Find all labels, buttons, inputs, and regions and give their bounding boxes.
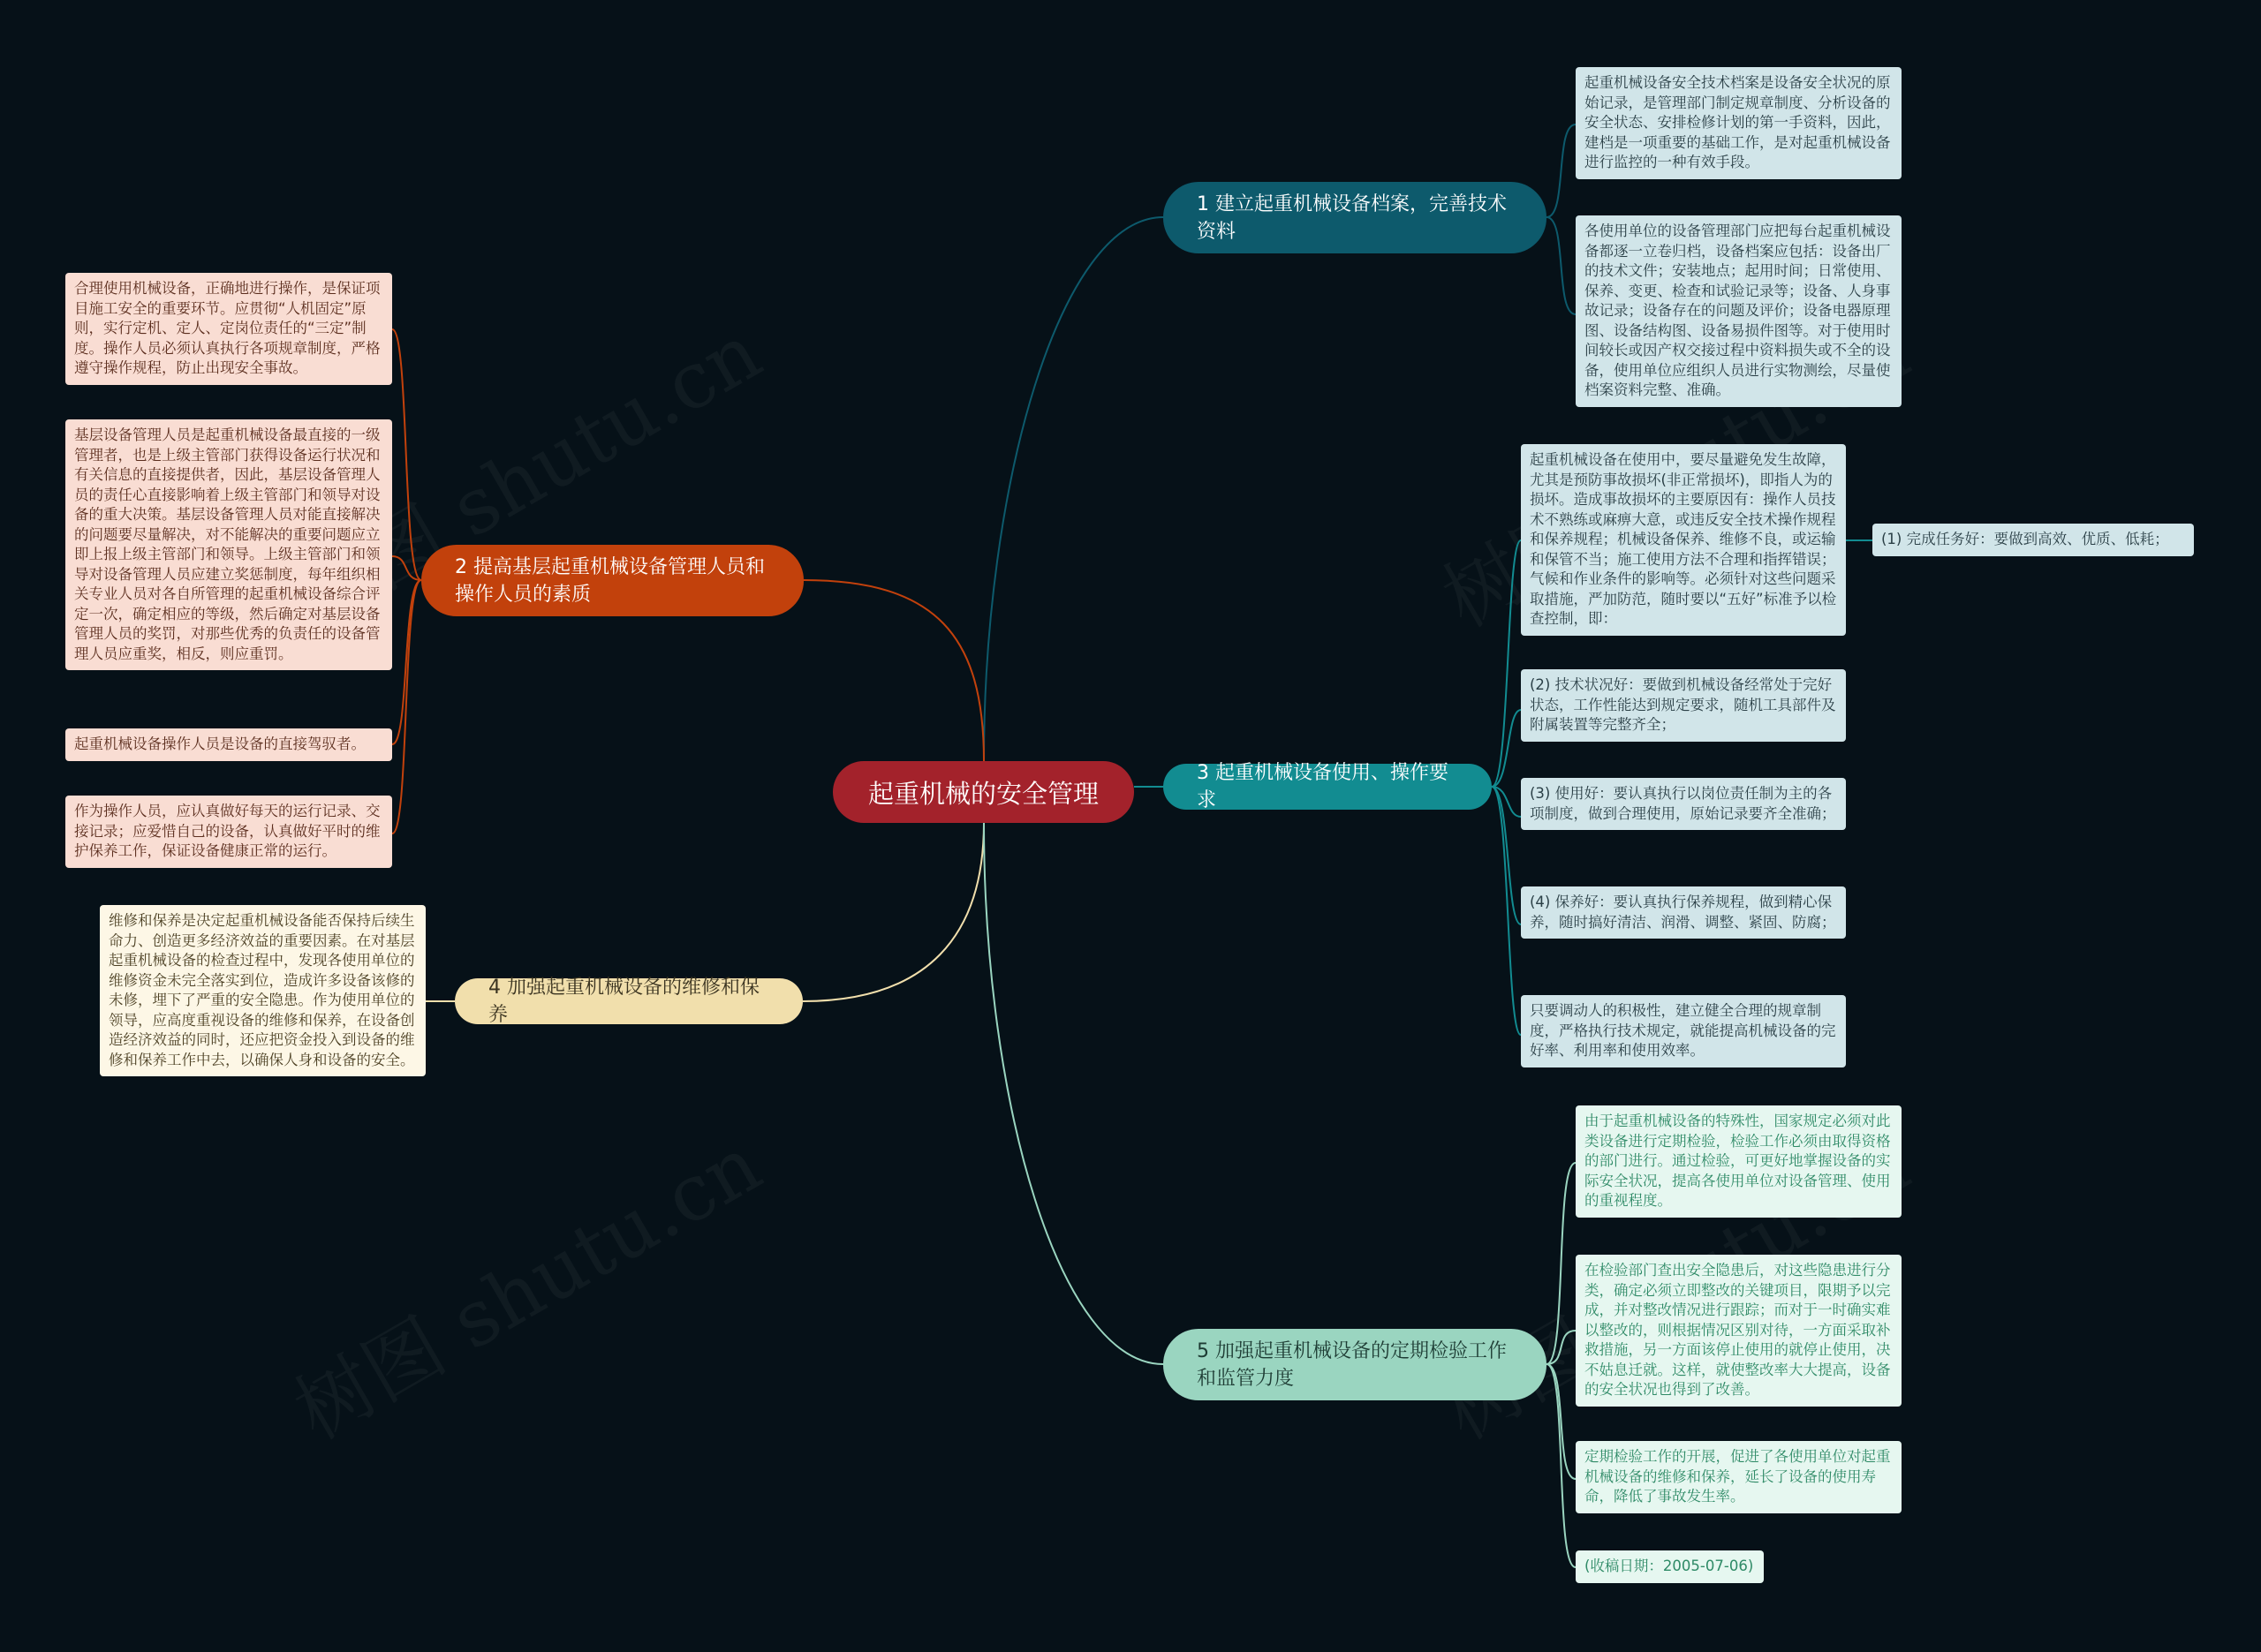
branch-node-4[interactable] bbox=[455, 978, 803, 1024]
branch-label: 4 加强起重机械设备的维修和保养 bbox=[488, 977, 760, 1026]
leaf-node[interactable]: 起重机械设备在使用中，要尽量避免发生故障，尤其是预防事故损坏(非正常损坏)，即指人为的损坏。造成事故损坏的主要原因有：操作人员技术不熟练或麻痹大意，或违反安全技术操作规程和保养规程；机械设备保养、维修不良，或运输和保管不当；施工使用方法不合理和指挥错误；气候和作业条件的影响等。必须针对这些问题采取措施，严加防范，随时要以“五好”标准予以检查控制，即： bbox=[1521, 444, 1846, 636]
link-b3-leaf bbox=[1492, 787, 1521, 924]
branch-node-2[interactable] bbox=[421, 545, 804, 616]
link-b1-leaf bbox=[1546, 217, 1576, 314]
leaf-node[interactable]: (2) 技术状况好：要做到机械设备经常处于完好状态，工作性能达到规定要求，随机工具部件及附属装置等完整齐全； bbox=[1521, 669, 1846, 742]
link-b3-leaf bbox=[1492, 540, 1521, 787]
link-center-b4 bbox=[803, 823, 984, 1001]
link-b5-leaf bbox=[1546, 1364, 1576, 1567]
link-b5-leaf bbox=[1546, 1163, 1576, 1364]
leaf-node[interactable]: 只要调动人的积极性，建立健全合理的规章制度，严格执行技术规定，就能提高机械设备的完好率、利用率和使用效率。 bbox=[1521, 995, 1846, 1067]
leaf-node[interactable]: (收稿日期：2005-07-06) bbox=[1576, 1550, 1764, 1583]
link-center-b5 bbox=[984, 823, 1163, 1364]
branch-node-1[interactable] bbox=[1163, 182, 1546, 253]
link-b3-leaf bbox=[1492, 710, 1521, 787]
link-b1-leaf bbox=[1546, 124, 1576, 217]
leaf-node[interactable]: 各使用单位的设备管理部门应把每台起重机械设备都逐一立卷归档，设备档案应包括：设备出厂的技术文件；安装地点；起用时间；日常使用、保养、变更、检查和试验记录等；设备、人身事故记录；设备存在的问题及评价；设备电器原理图、设备结构图、设备易损件图等。对于使用时间较长或因产权交接过程中资料损失或不全的设备，使用单位应组织人员进行实物测绘，尽量使档案资料完整、准确。 bbox=[1576, 215, 1902, 407]
branch-label: 1 建立起重机械设备档案，完善技术资料 bbox=[1197, 192, 1507, 243]
branch-label: 3 起重机械设备使用、操作要求 bbox=[1197, 762, 1448, 811]
leaf-node[interactable]: 作为操作人员，应认真做好每天的运行记录、交接记录；应爱惜自己的设备，认真做好平时的维护保养工作，保证设备健康正常的运行。 bbox=[65, 796, 392, 868]
leaf-node[interactable]: 维修和保养是决定起重机械设备能否保持后续生命力、创造更多经济效益的重要因素。在对基层起重机械设备的检查过程中，发现各使用单位的维修资金未完全落实到位，造成许多设备该修的未修，埋下了严重的安全隐患。作为使用单位的领导，应高度重视设备的维修和保养，在设备创造经济效益的同时，还应把资金投入到设备的维修和保养工作中去，以确保人身和设备的安全。 bbox=[100, 905, 426, 1076]
leaf-node[interactable]: 定期检验工作的开展，促进了各使用单位对起重机械设备的维修和保养，延长了设备的使用寿命，降低了事故发生率。 bbox=[1576, 1441, 1902, 1513]
central-topic[interactable]: 起重机械的安全管理 bbox=[833, 761, 1134, 823]
branch-label: 5 加强起重机械设备的定期检验工作和监管力度 bbox=[1197, 1339, 1507, 1390]
leaf-node[interactable]: (4) 保养好：要认真执行保养规程，做到精心保养，随时搞好清洁、润滑、调整、紧固、防腐； bbox=[1521, 886, 1846, 939]
leaf-node[interactable]: 由于起重机械设备的特殊性，国家规定必须对此类设备进行定期检验，检验工作必须由取得资格的部门进行。通过检验，可更好地掌握设备的实际安全状况，提高各使用单位对设备管理、使用的重视程度。 bbox=[1576, 1105, 1902, 1218]
branch-label: 2 提高基层起重机械设备管理人员和操作人员的素质 bbox=[455, 555, 765, 606]
sub-leaf-node[interactable]: (1) 完成任务好：要做到高效、优质、低耗； bbox=[1872, 524, 2194, 556]
leaf-node[interactable]: 起重机械设备操作人员是设备的直接驾驭者。 bbox=[65, 728, 392, 761]
leaf-node[interactable]: 起重机械设备安全技术档案是设备安全状况的原始记录，是管理部门制定规章制度、分析设备的安全状态、安排检修计划的第一手资料，因此，建档是一项重要的基础工作，是对起重机械设备进行监控的一种有效手段。 bbox=[1576, 67, 1902, 179]
link-center-b1 bbox=[984, 217, 1163, 761]
link-b2-leaf bbox=[392, 580, 421, 834]
leaf-node[interactable]: (3) 使用好：要认真执行以岗位责任制为主的各项制度，做到合理使用，原始记录要齐全准确； bbox=[1521, 778, 1846, 830]
link-b2-leaf bbox=[392, 329, 421, 580]
link-center-b2 bbox=[804, 580, 984, 761]
leaf-node[interactable]: 合理使用机械设备，正确地进行操作，是保证项目施工安全的重要环节。应贯彻“人机固定”原则，实行定机、定人、定岗位责任的“三定”制度。操作人员必须认真执行各项规章制度，严格遵守操作规程，防止出现安全事故。 bbox=[65, 273, 392, 385]
branch-node-3[interactable] bbox=[1163, 764, 1492, 810]
link-b3-leaf bbox=[1492, 787, 1521, 1035]
link-b2-leaf bbox=[392, 580, 421, 744]
branch-node-5[interactable] bbox=[1163, 1329, 1546, 1400]
leaf-node[interactable]: 在检验部门查出安全隐患后，对这些隐患进行分类，确定必须立即整改的关键项目，限期予以完成，并对整改情况进行跟踪；而对于一时确实难以整改的，则根据情况区别对待，一方面采取补救措施，另一方面该停止使用的就停止使用，决不姑息迁就。这样，就使整改率大大提高，设备的安全状况也得到了改善。 bbox=[1576, 1255, 1902, 1407]
leaf-node[interactable]: 基层设备管理人员是起重机械设备最直接的一级管理者，也是上级主管部门获得设备运行状况和有关信息的直接提供者，因此，基层设备管理人员的责任心直接影响着上级主管部门和领导对设备的重大决策。基层设备管理人员对能直接解决的问题要尽量解决，对不能解决的重要问题应立即上报上级主管部门和领导。上级主管部门和领导对设备管理人员应建立奖惩制度，每年组织相关专业人员对各自所管理的起重机械设备综合评定一次，确定相应的等级，然后确定对基层设备管理人员的奖罚，对那些优秀的负责任的设备管理人员应重奖，相反，则应重罚。 bbox=[65, 419, 392, 670]
